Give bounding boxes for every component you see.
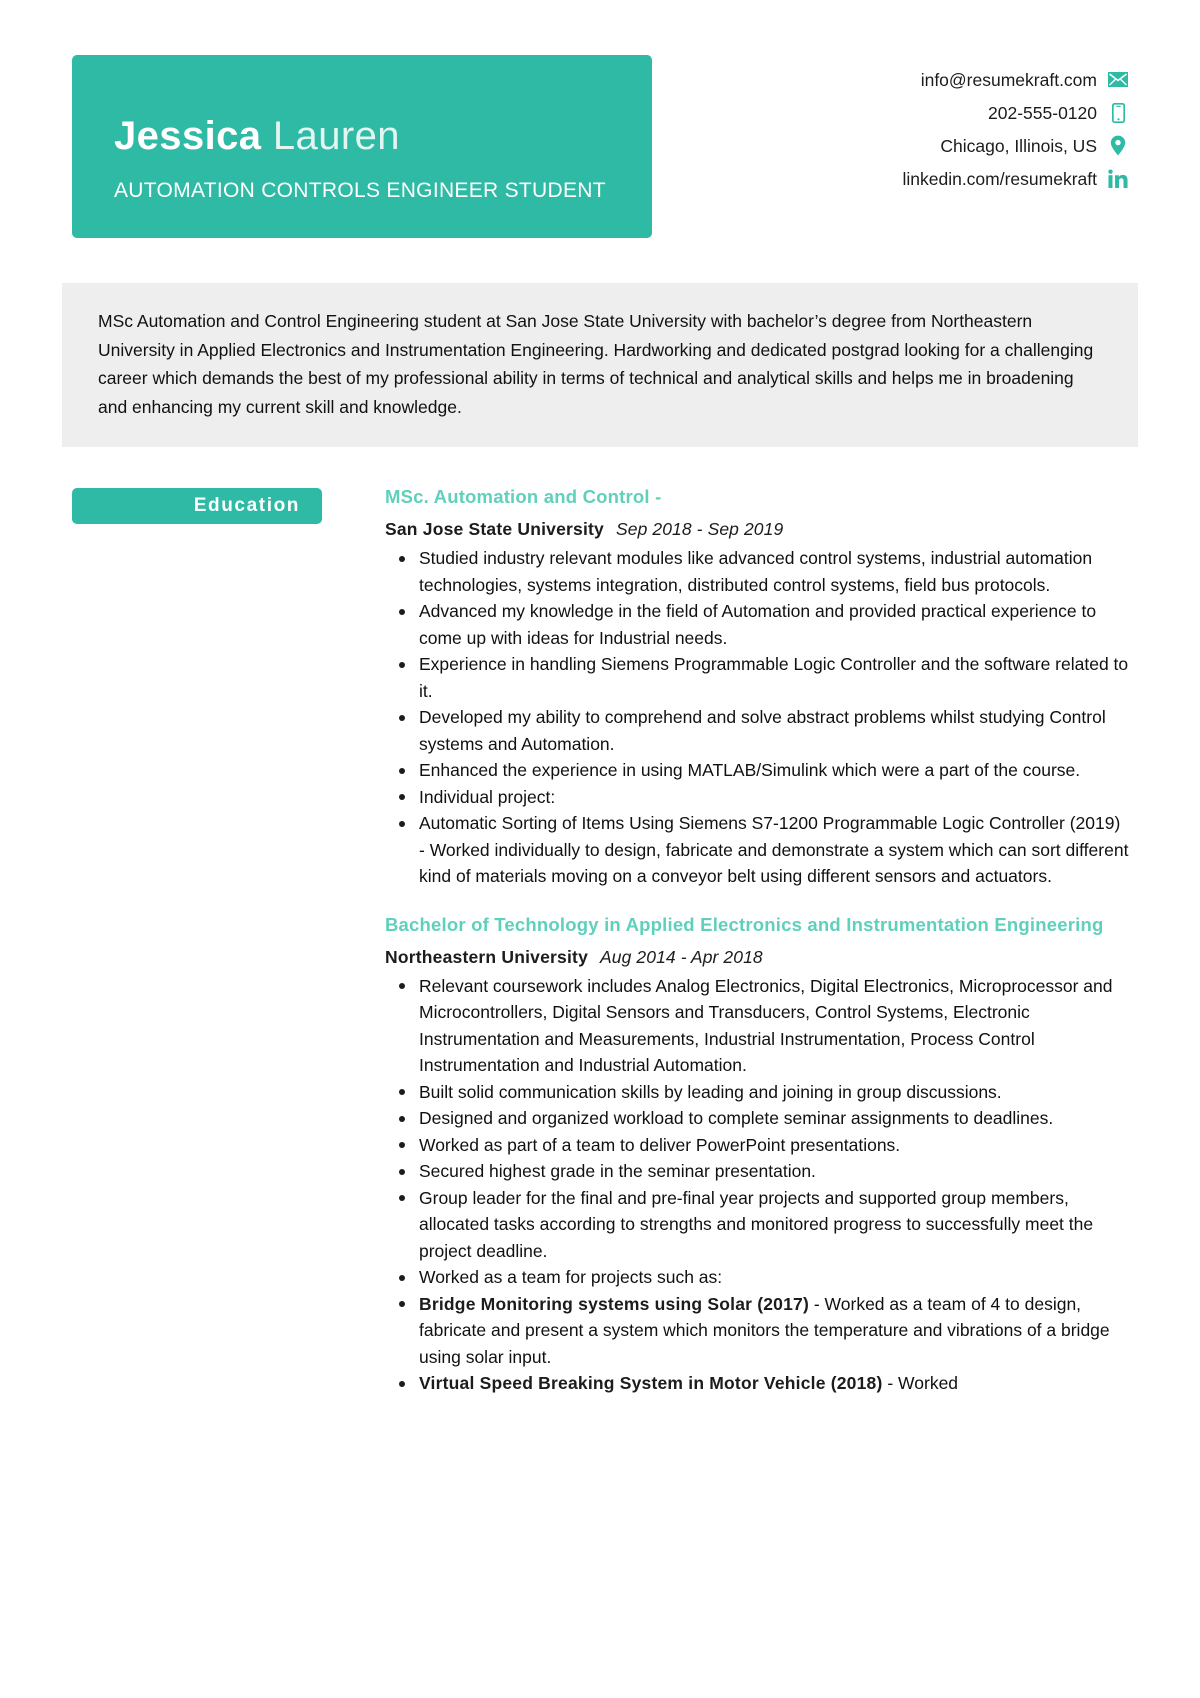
list-item: Relevant coursework includes Analog Electronics, Digital Electronics, Microprocessor and Microcontrollers, Digital Sensors and Transducers, Control Systems, Electronic Instrumentation and Measurements, Industrial Instrumentation, Process Control Instrumentation and Industrial Automation. — [385, 973, 1130, 1079]
list-item: Individual project: — [385, 784, 1130, 811]
list-item: Studied industry relevant modules like advanced control systems, industrial automation technologies, systems integration, distributed control systems, field bus protocols. — [385, 545, 1130, 598]
education-bullet-list — [385, 973, 1130, 1397]
last-name: Lauren — [272, 114, 400, 158]
project-title: Virtual Speed Breaking System in Motor Vehicle (2018) — [419, 1373, 883, 1393]
school-line — [385, 517, 1130, 541]
full-name — [114, 111, 652, 161]
school-dates: Aug 2014 - Apr 2018 — [600, 946, 763, 967]
school-name: Northeastern University — [385, 946, 588, 967]
phone-text: 202-555-0120 — [988, 102, 1097, 123]
school-name: San Jose State University — [385, 519, 604, 539]
education-entry — [385, 912, 1130, 1397]
name-banner — [72, 55, 652, 238]
phone-icon — [1108, 102, 1128, 124]
education-entry — [385, 484, 1130, 890]
degree-title: Bachelor of Technology in Applied Electronics and Instrumentation Engineering — [385, 913, 1104, 935]
contact-row-linkedin[interactable] — [708, 163, 1128, 194]
list-item: Advanced my knowledge in the field of Automation and provided practical experience to come up with ideas for Industrial needs. — [385, 598, 1130, 651]
linkedin-icon — [1108, 168, 1128, 190]
contact-row-email[interactable] — [708, 64, 1128, 95]
location-text: Chicago, Illinois, US — [940, 135, 1097, 156]
first-name: Jessica — [114, 114, 262, 158]
email-icon — [1108, 69, 1128, 91]
professional-summary — [62, 283, 1138, 447]
school-dates: Sep 2018 - Sep 2019 — [615, 519, 784, 539]
contact-row-phone[interactable] — [708, 97, 1128, 128]
list-item: Secured highest grade in the seminar presentation. — [385, 1158, 1130, 1185]
linkedin-text: linkedin.com/resumekraft — [902, 168, 1097, 189]
list-item — [385, 1291, 1130, 1371]
list-item — [385, 1370, 1130, 1397]
resume-header — [72, 55, 1128, 240]
location-pin-icon — [1108, 135, 1128, 157]
summary-text: MSc Automation and Control Engineering student at San Jose State University with bachelor’s degree from Northeastern University in Applied Electronics and Instrumentation Engineering. Hardworking and dedicated postgrad looking for a challenging career which demands the best of my professional ability in terms of technical and analytical skills and helps me in broadening and enhancing my current skill and knowledge. — [98, 311, 1094, 417]
education-label-wrap — [72, 488, 322, 524]
list-item: Built solid communication skills by leading and joining in group discussions. — [385, 1079, 1130, 1106]
school-line — [385, 945, 1130, 969]
list-item: Automatic Sorting of Items Using Siemens S7-1200 Programmable Logic Controller (2019) - Worked individually to design, fabricate and demonstrate a system which can sort different kind of materials moving on a conveyor belt using different sensors and actuators. — [385, 810, 1130, 890]
education-section-label: Education — [72, 488, 322, 524]
email-text: info@resumekraft.com — [920, 69, 1097, 90]
list-item: Designed and organized workload to complete seminar assignments to deadlines. — [385, 1105, 1130, 1132]
contact-list — [708, 64, 1128, 196]
education-bullet-list — [385, 545, 1130, 890]
list-item: Group leader for the final and pre-final year projects and supported group members, allocated tasks according to strengths and monitored progress to successfully meet the project deadline. — [385, 1185, 1130, 1265]
job-title: AUTOMATION CONTROLS ENGINEER STUDENT — [114, 179, 606, 202]
education-section — [72, 484, 1132, 1397]
list-item: Developed my ability to comprehend and solve abstract problems whilst studying Control systems and Automation. — [385, 704, 1130, 757]
degree-title: MSc. Automation and Control - — [385, 486, 662, 507]
list-item: Worked as part of a team to deliver PowerPoint presentations. — [385, 1132, 1130, 1159]
education-entries — [385, 484, 1130, 1397]
project-title: Bridge Monitoring systems using Solar (2017) — [419, 1293, 809, 1314]
list-item: Enhanced the experience in using MATLAB/Simulink which were a part of the course. — [385, 757, 1130, 784]
project-description: - Worked — [882, 1373, 959, 1393]
list-item: Experience in handling Siemens Programmable Logic Controller and the software related to it. — [385, 651, 1130, 704]
contact-row-location[interactable] — [708, 130, 1128, 161]
list-item: Worked as a team for projects such as: — [385, 1264, 1130, 1291]
project-description: - Worked as a team of 4 to design, fabricate and present a system which monitors the temperature and vibrations of a bridge using solar input. — [419, 1293, 1110, 1367]
